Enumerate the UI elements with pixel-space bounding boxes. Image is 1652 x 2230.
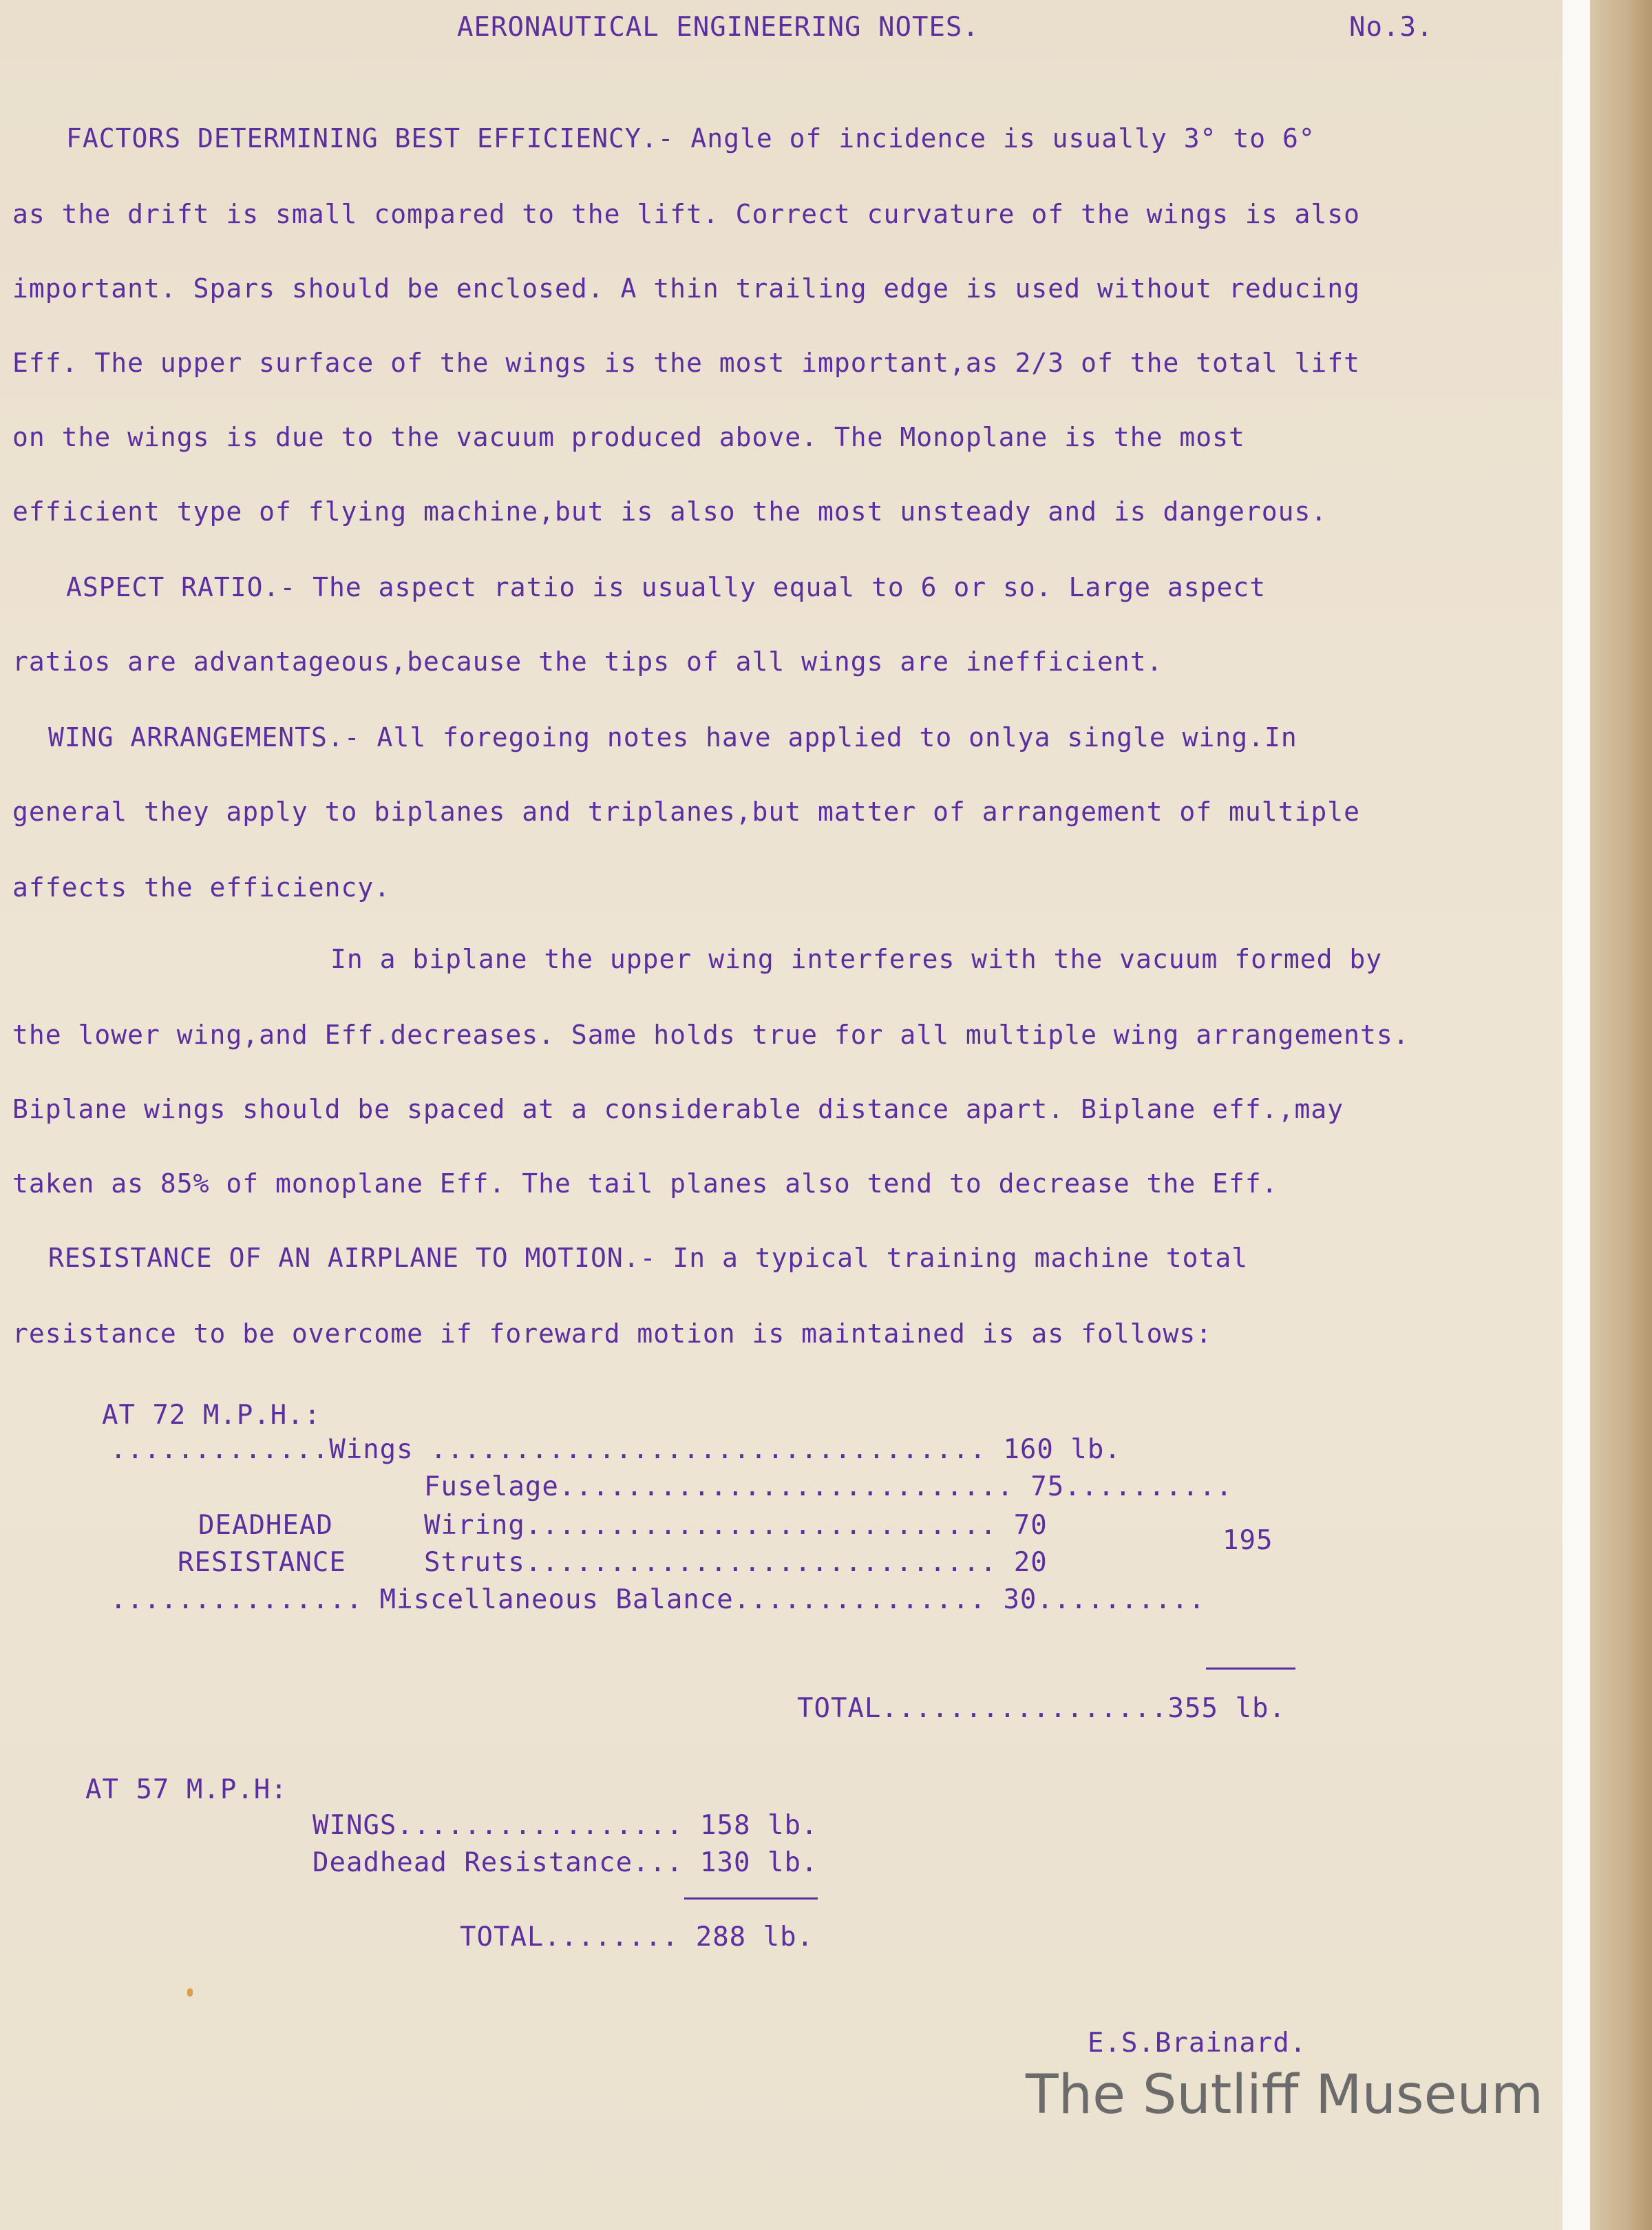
document-title: AERONAUTICAL ENGINEERING NOTES. <box>457 12 979 43</box>
paper-speck <box>187 1988 193 1997</box>
table72-wiring-row: Wiring............................ 70 <box>424 1510 1048 1541</box>
table72-fuselage-row: Fuselage........................... 75.......... <box>424 1471 1233 1502</box>
body-line: Eff. The upper surface of the wings is the most important,as 2/3 of the total lift <box>12 348 1360 378</box>
body-line: resistance to be overcome if foreward motion is maintained is as follows: <box>12 1318 1213 1349</box>
table57-total: TOTAL........ 288 lb. <box>460 1922 814 1953</box>
body-line: affects the efficiency. <box>12 872 391 903</box>
body-line: on the wings is due to the vacuum produced above. The Monoplane is the most <box>12 422 1245 452</box>
paper-edge <box>1563 0 1590 2230</box>
body-line: the lower wing,and Eff.decreases. Same holds true for all multiple wing arrangements. <box>12 1020 1410 1050</box>
body-line: ratios are advantageous,because the tips of all wings are inefficient. <box>12 646 1163 677</box>
body-line: taken as 85% of monoplane Eff. The tail planes also tend to decrease the Eff. <box>12 1168 1278 1199</box>
backing-board <box>1590 0 1652 2230</box>
table72-total-rule <box>1206 1668 1295 1670</box>
body-line: RESISTANCE OF AN AIRPLANE TO MOTION.- In a typical training machine total <box>48 1243 1249 1273</box>
table72-struts-row: Struts............................ 20 <box>424 1547 1048 1578</box>
body-line: WING ARRANGEMENTS.- All foregoing notes have applied to onlya single wing.In <box>48 722 1298 753</box>
document-number: No.3. <box>1349 12 1434 43</box>
museum-watermark: The Sutliff Museum <box>1026 2064 1544 2126</box>
table57-wings-row: WINGS................. 158 lb. <box>313 1810 818 1841</box>
body-line: FACTORS DETERMINING BEST EFFICIENCY.- Angle of incidence is usually 3° to 6° <box>66 123 1315 154</box>
table57-deadhead-row: Deadhead Resistance... 130 lb. <box>313 1847 818 1878</box>
table72-resistance-label: RESISTANCE <box>178 1547 346 1578</box>
signature: E.S.Brainard. <box>1088 2028 1307 2059</box>
table72-subtotal: 195 <box>1222 1525 1273 1556</box>
table72-misc-row: ............... Miscellaneous Balance............... 30.......... <box>110 1584 1206 1615</box>
body-line: In a biplane the upper wing interferes with the vacuum formed by <box>330 944 1383 974</box>
body-line: as the drift is small compared to the lift. Correct curvature of the wings is also <box>12 199 1360 229</box>
table57-heading: AT 57 M.P.H: <box>85 1774 288 1805</box>
table72-total: TOTAL.................355 lb. <box>797 1693 1286 1724</box>
body-line: ASPECT RATIO.- The aspect ratio is usually equal to 6 or so. Large aspect <box>66 572 1267 602</box>
body-line: Biplane wings should be spaced at a considerable distance apart. Biplane eff.,may <box>12 1094 1344 1124</box>
table72-heading: AT 72 M.P.H.: <box>102 1400 321 1431</box>
body-line: efficient type of flying machine,but is also the most unsteady and is dangerous. <box>12 496 1328 527</box>
body-line: important. Spars should be enclosed. A thin trailing edge is used without reducing <box>12 273 1360 304</box>
table57-total-rule <box>684 1897 818 1900</box>
table72-deadhead-label: DEADHEAD <box>198 1510 333 1541</box>
body-line: general they apply to biplanes and triplanes,but matter of arrangement of multiple <box>12 797 1360 827</box>
table72-wings-row: .............Wings ................................. 160 lb. <box>110 1434 1121 1465</box>
